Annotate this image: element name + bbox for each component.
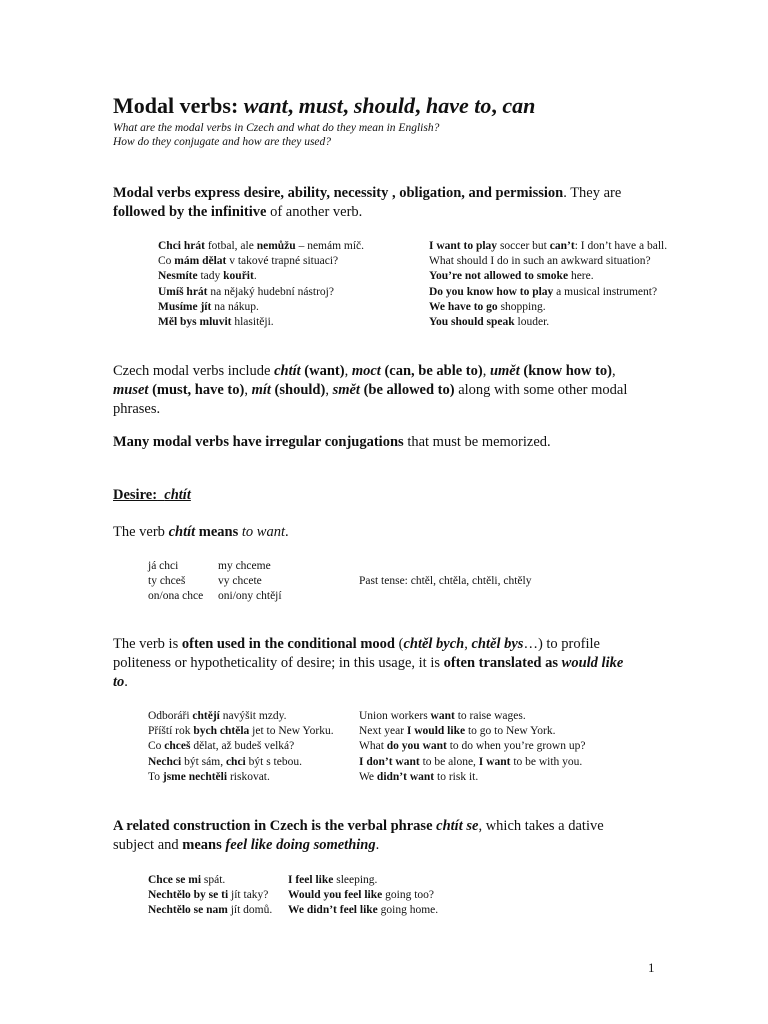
example-row <box>148 903 272 918</box>
text-segment: To <box>148 770 163 783</box>
text-segment: riskovat. <box>227 770 270 783</box>
emphasis-segment: nemůžu <box>256 240 296 252</box>
text-segment: být sám, <box>181 755 226 768</box>
emphasis-segment: often translated as <box>443 655 559 671</box>
text-segment: – nemám míč. <box>295 240 365 252</box>
emphasis-segment: (be allowed to) <box>359 382 455 398</box>
emphasis-segment: chceš <box>164 740 191 753</box>
text-segment: We <box>359 770 377 783</box>
emphasis-segment: Musíme jít <box>158 300 212 313</box>
text-segment: shopping. <box>497 300 546 313</box>
text-segment: Co <box>158 255 175 268</box>
text-segment: going too? <box>382 889 434 902</box>
text-segment: here. <box>568 270 594 283</box>
intro-paragraph <box>113 184 658 222</box>
title-word-should: should <box>353 93 415 118</box>
text-segment: jít domů. <box>227 904 273 917</box>
example-row <box>158 239 364 254</box>
example-row <box>148 739 334 754</box>
example-row <box>148 873 272 888</box>
example-row <box>148 888 272 903</box>
text-segment: ( <box>394 636 404 652</box>
desire-heading-word: chtít <box>164 487 191 503</box>
past-tense-text: Past tense: chtěl, chtěla, chtěli, chtěly <box>359 575 532 587</box>
example-row <box>359 739 585 754</box>
examples2-english-column <box>359 709 585 785</box>
text-segment: dělat, až budeš velká? <box>190 740 295 753</box>
emphasis-segment: Would you feel like <box>288 889 383 902</box>
example-row <box>158 315 364 330</box>
conj-plural-2: vy chcete <box>218 575 262 588</box>
emphasis-segment: kouřit <box>223 270 254 283</box>
example-row <box>288 888 438 903</box>
examples3-czech-column <box>148 873 272 919</box>
text-segment: fotbal, ale <box>204 240 257 252</box>
emphasis-segment: (must, have to) <box>148 382 245 398</box>
emphasis-segment: chtěl bych <box>403 636 465 652</box>
emphasis-segment: umět <box>489 363 520 379</box>
emphasis-segment: (know how to) <box>519 363 613 379</box>
text-segment: Next year <box>359 725 407 738</box>
example-row <box>359 770 585 785</box>
czech-modals-line-2 <box>113 381 658 400</box>
emphasis-segment: means <box>182 837 222 853</box>
example-row <box>148 709 334 724</box>
text-segment: to risk it. <box>434 770 479 783</box>
emphasis-segment: mít <box>251 382 271 398</box>
emphasis-segment: Chci hrát <box>158 240 205 252</box>
emphasis-segment: Nesmíte <box>158 270 198 283</box>
text-segment: hlasitěji. <box>231 315 274 328</box>
emphasis-segment: A related construction in Czech is the verbal phrase <box>113 818 437 834</box>
text-segment: soccer but <box>497 240 550 252</box>
text-segment: to be alone, <box>419 755 479 768</box>
text-segment: jet to New Yorku. <box>249 725 334 738</box>
emphasis-segment: to want <box>241 524 285 540</box>
emphasis-segment: We have to go <box>429 300 498 313</box>
intro-line-2 <box>113 203 658 222</box>
emphasis-segment: would like <box>561 655 624 671</box>
text-segment: The verb is <box>113 636 182 652</box>
example-row <box>158 285 364 300</box>
text-segment: , <box>244 382 252 398</box>
text-segment: subject and <box>113 837 183 853</box>
text-segment: to do when you’re grown up? <box>446 740 586 753</box>
page-number: 1 <box>648 960 655 975</box>
emphasis-segment: bych chtěla <box>193 725 250 738</box>
emphasis-segment: moct <box>351 363 381 379</box>
example-row <box>148 770 334 785</box>
intro-bold-1: Modal verbs express desire, ability, necessity , obligation, and permission <box>113 185 564 201</box>
text-segment: to be with you. <box>510 755 583 768</box>
conditional-paragraph <box>113 635 658 692</box>
text-segment: What should I do in such an awkward situation? <box>429 255 651 268</box>
example-row <box>429 269 667 284</box>
emphasis-segment: Umíš hrát <box>158 285 208 298</box>
conjugation-singular <box>148 559 203 605</box>
emphasis-segment: (can, be able to) <box>380 363 483 379</box>
text-segment: phrases. <box>113 401 161 417</box>
text-segment: tady <box>197 270 224 283</box>
text-segment: navýšit mzdy. <box>219 710 287 722</box>
text-segment: na nákup. <box>211 300 259 313</box>
text-segment: louder. <box>514 315 550 328</box>
text-segment: , <box>344 363 352 379</box>
emphasis-segment: jsme nechtěli <box>162 770 228 783</box>
text-segment: politeness or hypotheticality of desire; in this usage, it is <box>113 655 444 671</box>
conj-singular-3: on/ona chce <box>148 590 204 603</box>
intro-bold-2: followed by the infinitive <box>113 204 267 220</box>
conditional-line-3 <box>113 673 658 692</box>
text-segment: The verb <box>113 524 169 540</box>
intro-line-1 <box>113 184 658 203</box>
text-segment: v takové trapné situaci? <box>226 255 339 268</box>
emphasis-segment: Měl bys mluvit <box>158 315 232 328</box>
irregular-line <box>113 433 658 452</box>
text-segment: sleeping. <box>333 874 378 886</box>
emphasis-segment: Nechtělo by se ti <box>148 889 229 902</box>
emphasis-segment: means <box>195 524 239 540</box>
text-segment: a musical instrument? <box>553 285 658 298</box>
example-row <box>288 903 438 918</box>
conj-singular-1: já chci <box>148 560 179 572</box>
example-row <box>429 239 667 254</box>
title-comma: , <box>342 93 354 118</box>
text-segment: spát. <box>201 874 226 886</box>
emphasis-segment: feel like doing something <box>225 837 376 853</box>
subtitle-line-1: What are the modal verbs in Czech and what do they mean in English? <box>113 122 440 134</box>
emphasis-segment: I would like <box>406 725 466 738</box>
emphasis-segment: to <box>113 674 125 690</box>
desire-heading-label: Desire: <box>113 487 158 503</box>
emphasis-segment: I feel like <box>288 874 334 886</box>
czech-modals-line-3 <box>113 400 658 419</box>
text-segment: Union workers <box>359 710 431 722</box>
title-word-can: can <box>502 93 536 118</box>
related-paragraph <box>113 817 658 855</box>
emphasis-segment: chtějí <box>192 710 220 722</box>
title-comma: , <box>287 93 299 118</box>
examples2-czech-column <box>148 709 334 785</box>
title-word-want: want <box>243 93 288 118</box>
example-row <box>359 755 585 770</box>
desire-heading <box>113 487 191 504</box>
text-segment: . <box>285 524 289 540</box>
emphasis-segment: Do you know how to play <box>429 285 554 298</box>
examples1-czech-column <box>158 239 364 330</box>
emphasis-segment: You’re not allowed to smoke <box>429 270 569 283</box>
text-segment: : I don’t have a ball. <box>574 240 668 252</box>
intro-text-2: of another verb. <box>266 204 363 220</box>
emphasis-segment: do you want <box>386 740 447 753</box>
title-word-have-to: have to <box>425 93 492 118</box>
verb-means-line <box>113 523 658 542</box>
related-line-2 <box>113 836 658 855</box>
emphasis-segment: want <box>430 710 455 722</box>
text-segment: Příští rok <box>148 725 194 738</box>
emphasis-segment: chtěl bys <box>471 636 524 652</box>
text-segment: být s tebou. <box>245 755 302 768</box>
subtitle-line-2: How do they conjugate and how are they used? <box>113 136 332 148</box>
text-segment: jít taky? <box>228 889 269 902</box>
text-segment: . <box>124 674 128 690</box>
text-segment: , which takes a dative <box>478 818 604 834</box>
title-prefix: Modal verbs: <box>113 93 244 118</box>
examples3-english-column <box>288 873 438 919</box>
text-segment: along with some other modal <box>454 382 628 398</box>
title-comma: , <box>414 93 426 118</box>
emphasis-segment: I don’t want <box>359 755 420 768</box>
conditional-line-1 <box>113 635 658 654</box>
title-word-must: must <box>298 93 343 118</box>
text-segment: What <box>359 740 387 753</box>
emphasis-segment: smět <box>332 382 360 398</box>
text-segment: Co <box>148 740 165 753</box>
example-row <box>359 709 585 724</box>
emphasis-segment: (want) <box>300 363 345 379</box>
example-row <box>359 724 585 739</box>
example-row <box>429 315 667 330</box>
title-comma: , <box>491 93 503 118</box>
example-row <box>288 873 438 888</box>
emphasis-segment: didn’t want <box>376 770 435 783</box>
irregular-text: that must be memorized. <box>403 434 551 450</box>
irregular-bold: Many modal verbs have irregular conjugations <box>113 434 404 450</box>
text-segment: na nějaký hudební nástroj? <box>207 285 334 298</box>
text-segment: Odboráři <box>148 710 193 722</box>
example-row <box>429 285 667 300</box>
text-segment: to go to New York. <box>465 725 556 738</box>
text-segment: …) to profile <box>523 636 600 652</box>
emphasis-segment: muset <box>113 382 149 398</box>
emphasis-segment: I want <box>478 755 511 768</box>
emphasis-segment: chtít <box>168 524 196 540</box>
example-row <box>158 269 364 284</box>
example-row <box>158 254 364 269</box>
emphasis-segment: can’t <box>549 240 575 252</box>
verb-means-paragraph <box>113 523 658 542</box>
past-tense <box>359 574 531 589</box>
emphasis-segment: Chce se mi <box>148 874 202 886</box>
text-segment: Czech modal verbs include <box>113 363 275 379</box>
emphasis-segment: chci <box>225 755 246 768</box>
page-title <box>113 92 535 120</box>
emphasis-segment: You should speak <box>429 315 515 328</box>
emphasis-segment: Nechci <box>148 755 182 768</box>
text-segment: . <box>375 837 380 853</box>
text-segment: , <box>325 382 333 398</box>
example-row <box>158 300 364 315</box>
example-row <box>429 300 667 315</box>
example-row <box>148 755 334 770</box>
czech-modals-line-1 <box>113 362 658 381</box>
conj-singular-2: ty chceš <box>148 575 186 588</box>
text-segment: to raise wages. <box>454 710 526 722</box>
emphasis-segment: We didn’t feel like <box>288 904 378 917</box>
examples1-english-column <box>429 239 667 330</box>
related-line-1 <box>113 817 658 836</box>
emphasis-segment: chtít se <box>436 818 479 834</box>
text-segment: , <box>464 636 472 652</box>
conj-plural-3: oni/ony chtějí <box>218 590 282 603</box>
example-row <box>429 254 667 269</box>
emphasis-segment: often used in the conditional mood <box>181 636 395 652</box>
irregular-paragraph <box>113 433 658 452</box>
text-segment: , <box>482 363 490 379</box>
emphasis-segment: (should) <box>270 382 326 398</box>
emphasis-segment: chtít <box>274 363 301 379</box>
emphasis-segment: I want to play <box>429 240 498 252</box>
intro-text-1: . They are <box>563 185 622 201</box>
example-row <box>148 724 334 739</box>
text-segment: going home. <box>377 904 439 917</box>
text-segment: . <box>253 270 257 283</box>
text-segment: , <box>612 363 616 379</box>
conjugation-plural <box>218 559 282 605</box>
conj-plural-1: my chceme <box>218 560 271 572</box>
emphasis-segment: Nechtělo se nam <box>148 904 228 917</box>
czech-modals-paragraph <box>113 362 658 419</box>
emphasis-segment: mám dělat <box>174 255 227 268</box>
conditional-line-2 <box>113 654 658 673</box>
